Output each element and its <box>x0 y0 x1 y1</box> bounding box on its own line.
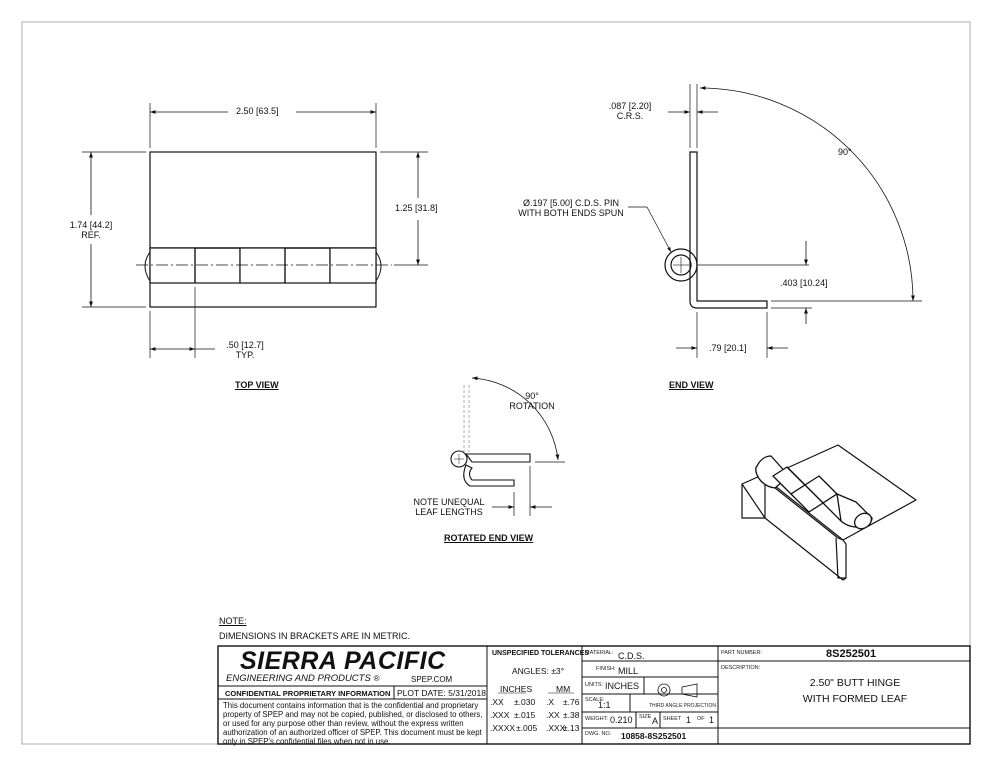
pin-diameter-mm: 5.00 <box>552 198 571 208</box>
weight-value: 0.210 <box>610 715 633 725</box>
note-metric: DIMENSIONS IN BRACKETS ARE IN METRIC. <box>219 631 411 641</box>
sheet-total-value: 1 <box>709 715 715 725</box>
unequal-note-line1: NOTE UNEQUAL <box>413 497 485 507</box>
end-thickness-material: C.R.S. <box>616 111 644 121</box>
tol-xxxx-label: .XXXX <box>490 723 516 733</box>
end-height-dim: .403 [10.24] <box>780 278 828 288</box>
description-label: DESCRIPTION: <box>721 665 761 671</box>
top-knuckle-in: .50 <box>226 340 239 350</box>
end-view <box>628 84 922 358</box>
part-number-label: PART NUMBER: <box>721 650 762 656</box>
description-line1: 2.50" BUTT HINGE <box>809 677 901 689</box>
rotation-note <box>500 391 564 411</box>
tolerance-angles: ANGLES: ±3° <box>512 666 565 676</box>
unequal-leaf-note <box>404 497 494 517</box>
top-view-title: TOP VIEW <box>235 380 279 390</box>
top-knuckle-mm: 12.7 <box>243 340 262 350</box>
company-subtitle <box>226 673 379 684</box>
end-leg-in: .79 <box>709 343 722 353</box>
tol-xxx-mm-label: .XXX <box>546 723 566 733</box>
end-height-in: .403 <box>780 278 798 288</box>
of-label: OF <box>697 716 705 722</box>
rotated-view-title: ROTATED END VIEW <box>444 533 534 543</box>
top-height-dim: 1.74 [44.2] REF. <box>69 220 113 240</box>
end-angle: 90° <box>838 147 852 157</box>
top-leaf-dim: 1.25 [31.8] <box>395 203 438 213</box>
top-leaf-in: 1.25 <box>395 203 413 213</box>
finish-value: MILL <box>618 666 639 676</box>
rotation-angle: 90° <box>525 391 539 401</box>
description-line2: WITH FORMED LEAF <box>802 693 908 705</box>
tolerance-col-mm: MM <box>556 684 571 694</box>
end-thickness-mm: 2.20 <box>631 101 649 111</box>
size-label: SIZE <box>639 714 652 720</box>
top-height-ref: REF. <box>81 230 101 240</box>
company-logo: SIERRA PACIFIC <box>240 647 446 675</box>
material-label: MATERIAL: <box>585 650 614 656</box>
description <box>760 675 950 707</box>
finish-label: FINISH: <box>596 666 616 672</box>
tol-xx-label: .XX <box>490 697 504 707</box>
top-knuckle-typ: TYP. <box>235 350 255 360</box>
end-thickness-in: .087 <box>608 101 627 111</box>
pin-spun-note: WITH BOTH ENDS SPUN <box>518 208 624 218</box>
dwg-number: 10858-8S252501 <box>621 731 687 741</box>
company-website: SPEP.COM <box>411 675 453 684</box>
top-leaf-mm: 31.8 <box>417 203 436 213</box>
tol-xx-in: ±.030 <box>514 697 536 707</box>
tol-x-label: .X <box>546 697 555 707</box>
part-number: 8S252501 <box>826 648 877 660</box>
top-knuckle-dim: .50 [12.7] TYP. <box>226 340 264 360</box>
tol-xxx-label: .XXX <box>490 710 510 720</box>
pin-material: C.D.S. PIN <box>575 198 620 208</box>
plot-date: PLOT DATE: 5/31/2018 <box>397 688 486 698</box>
company-subtitle-text: ENGINEERING AND PRODUCTS <box>226 673 371 684</box>
top-width-mm: 63.5 <box>258 106 277 116</box>
projection-label: THIRD ANGLE PROJECTION <box>649 703 716 709</box>
dwg-label: DWG. NO. <box>585 731 612 737</box>
tol-xxxx-in: ±.005 <box>516 723 538 733</box>
pin-note: Ø.197 [5.00] C.D.S. PIN WITH BOTH ENDS SPUN <box>518 198 624 218</box>
unequal-note-line2: LEAF LENGTHS <box>415 507 483 517</box>
registered-mark: ® <box>373 674 380 683</box>
confidential-text: This document contains information that is the confidential and proprietary property of SPEP and may not be copied, published, or disclosed to others, or used for any purpose other than review, without the express written authorization of an authorized officer of SPEP. This document must be kept only in SPEP's confidential files when not in use. <box>223 701 483 746</box>
tol-xxx-in: ±.015 <box>514 710 536 720</box>
pin-diameter-in: Ø.197 <box>522 198 548 208</box>
top-view <box>82 103 428 358</box>
top-width-dim: 2.50 [63.5] <box>236 106 279 116</box>
end-leg-dim: .79 [20.1] <box>709 343 747 353</box>
material-value: C.D.S. <box>618 651 645 661</box>
note-heading: NOTE: <box>219 616 247 626</box>
top-width-in: 2.50 <box>236 106 254 116</box>
tol-x-mm: ±.76 <box>563 697 580 707</box>
tol-xx-mm-label: .XX <box>546 710 560 720</box>
sheet-label: SHEET <box>663 716 682 722</box>
top-height-in: 1.74 <box>69 220 88 230</box>
end-height-mm: 10.24 <box>802 278 826 288</box>
weight-label: WEIGHT: <box>585 716 608 722</box>
top-height-mm: 44.2 <box>92 220 110 230</box>
sheet-value: 1 <box>686 715 692 725</box>
scale-label: SCALE: <box>585 697 605 703</box>
isometric-view <box>742 445 916 580</box>
tol-xxx-mm: ±.13 <box>563 723 580 733</box>
end-view-title: END VIEW <box>669 380 714 390</box>
units-label: UNITS: <box>585 682 604 688</box>
tolerance-col-inches: INCHES <box>500 684 533 694</box>
end-leg-mm: 20.1 <box>726 343 745 353</box>
tol-xx-mm: ±.38 <box>563 710 580 720</box>
size-value: A <box>652 716 659 726</box>
rotation-label: ROTATION <box>509 401 555 411</box>
end-thickness-dim: .087 [2.20] C.R.S. <box>608 101 652 121</box>
tolerance-heading: UNSPECIFIED TOLERANCES <box>492 650 590 657</box>
scale-value: 1:1 <box>598 700 611 710</box>
confidential-title: CONFIDENTIAL PROPRIETARY INFORMATION <box>225 689 391 698</box>
units-value: INCHES <box>605 681 640 691</box>
